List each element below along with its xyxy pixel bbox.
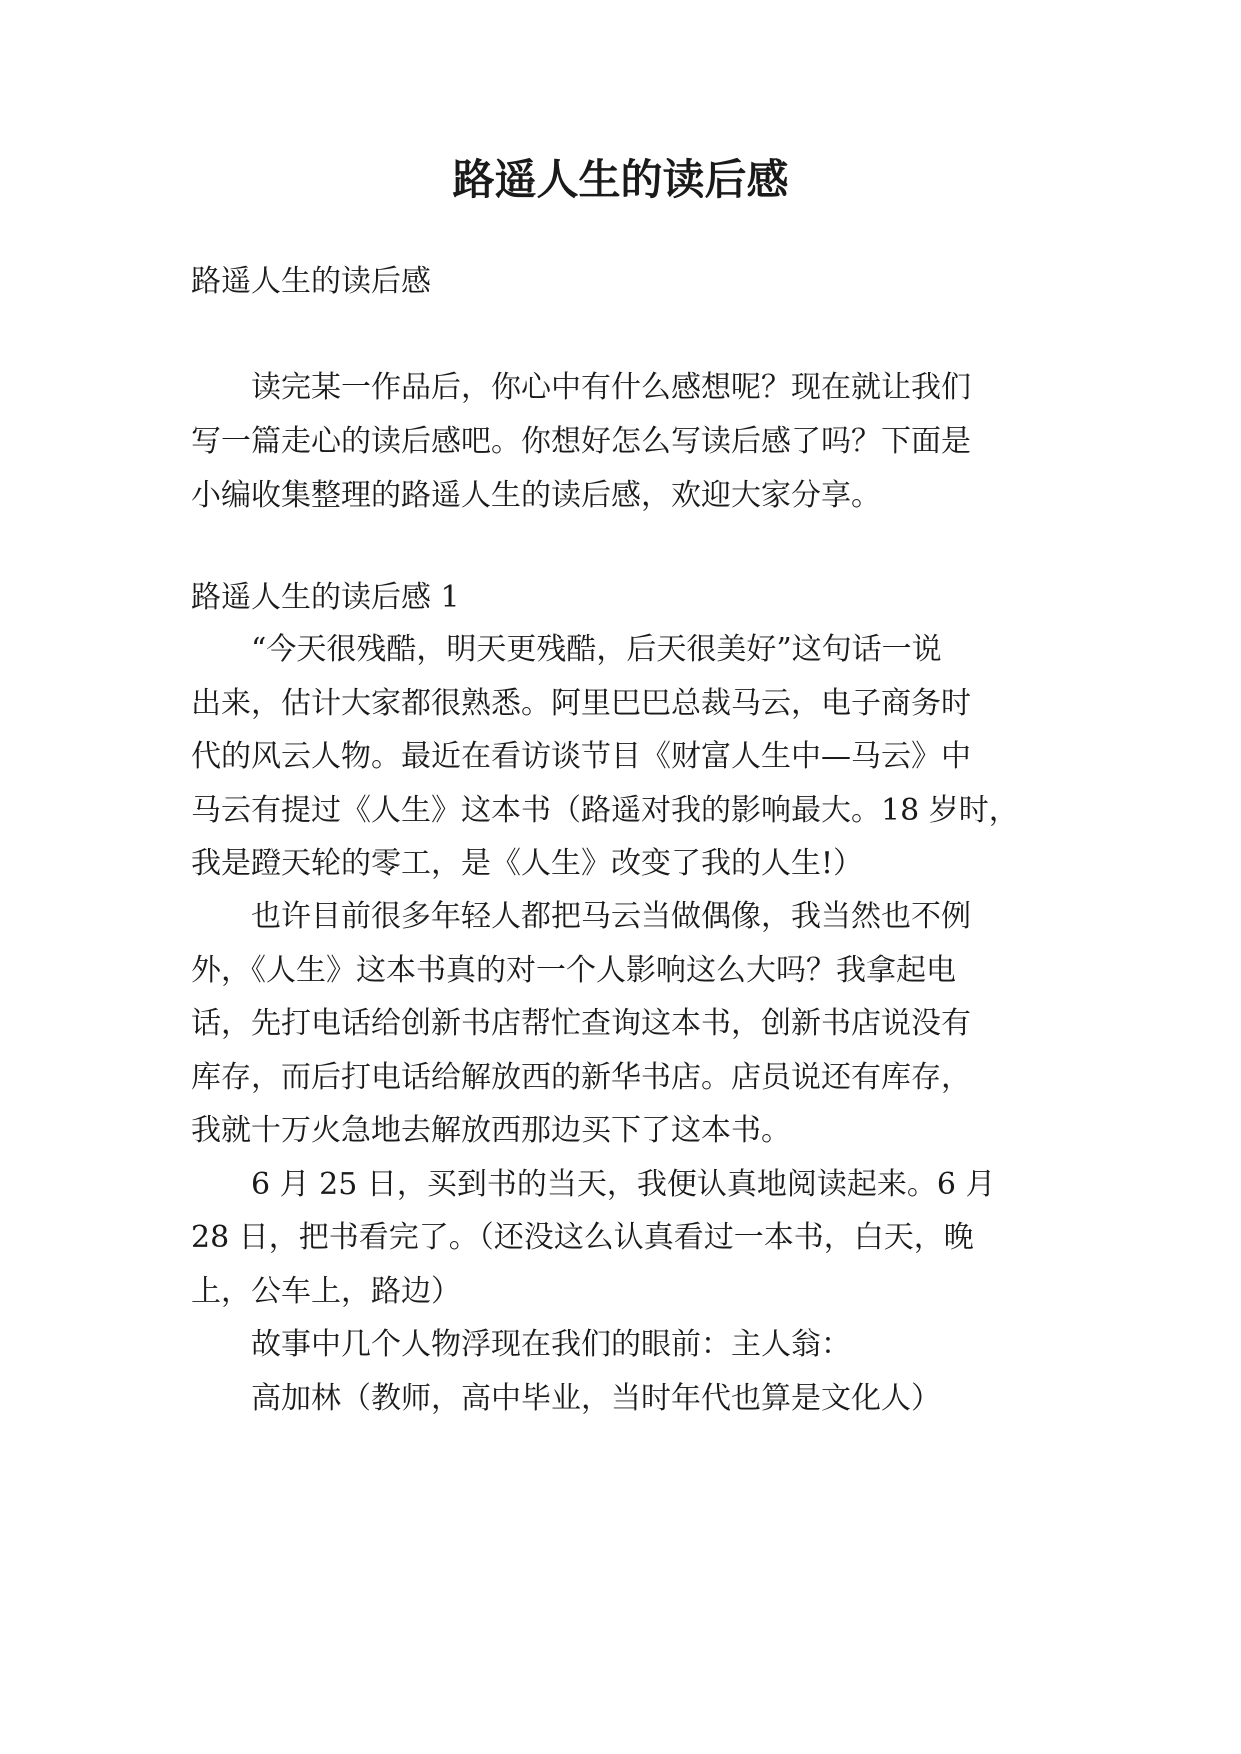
section-heading: 路遥人生的读后感 1 — [191, 580, 460, 615]
paragraph4-line: 故事中几个人物浮现在我们的眼前：主人翁： — [251, 1327, 851, 1362]
intro-line: 写一篇走心的读后感吧。你想好怎么写读后感了吗？下面是 — [191, 424, 971, 459]
document-title: 路遥人生的读后感 — [452, 155, 789, 204]
paragraph2-line: 也许目前很多年轻人都把马云当做偶像，我当然也不例 — [251, 899, 971, 934]
paragraph2-line: 话，先打电话给创新书店帮忙查询这本书，创新书店说没有 — [191, 1006, 971, 1041]
paragraph1-line: “今天很残酷，明天更残酷，后天很美好”这句话一说 — [251, 632, 942, 667]
paragraph3-line: 28 日，把书看完了。（还没这么认真看过一本书，白天，晚 — [191, 1220, 974, 1255]
intro-line: 小编收集整理的路遥人生的读后感，欢迎大家分享。 — [191, 478, 881, 513]
paragraph2-line: 库存，而后打电话给解放西的新华书店。店员说还有库存， — [191, 1060, 971, 1095]
document-subtitle: 路遥人生的读后感 — [191, 264, 431, 299]
paragraph4-line: 高加林（教师，高中毕业，当时年代也算是文化人） — [251, 1381, 941, 1416]
paragraph1-line: 出来，估计大家都很熟悉。阿里巴巴总裁马云，电子商务时 — [191, 686, 971, 721]
intro-line: 读完某一作品后，你心中有什么感想呢？现在就让我们 — [251, 370, 971, 405]
paragraph1-line: 我是蹬天轮的零工，是《人生》改变了我的人生!） — [191, 846, 864, 881]
paragraph3-line: 上，公车上，路边） — [191, 1274, 461, 1309]
paragraph3-line: 6 月 25 日，买到书的当天，我便认真地阅读起来。6 月 — [251, 1167, 996, 1202]
paragraph1-line: 马云有提过《人生》这本书（路遥对我的影响最大。18 岁时， — [191, 793, 1019, 828]
paragraph2-line: 外，《人生》这本书真的对一个人影响这么大吗？我拿起电 — [191, 953, 956, 988]
paragraph1-line: 代的风云人物。最近在看访谈节目《财富人生中—马云》中 — [191, 739, 971, 774]
paragraph2-line: 我就十万火急地去解放西那边买下了这本书。 — [191, 1113, 791, 1148]
